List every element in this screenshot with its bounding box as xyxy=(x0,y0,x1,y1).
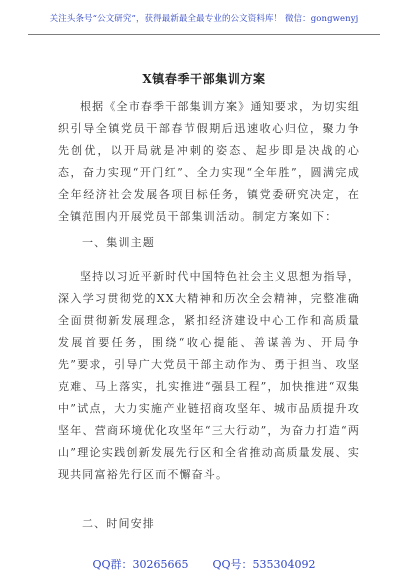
document-title: X镇春季干部集训方案 xyxy=(142,72,266,86)
header-divider xyxy=(28,34,380,35)
footer-qq-number: QQ号：535304092 xyxy=(212,558,316,571)
footer-contact xyxy=(0,556,408,572)
section-1-heading: 一、集训主题 xyxy=(82,236,155,249)
intro-paragraph: 根据《全市春季干部集训方案》通知要求，为切实组织引导全镇党员干部春节假期后迅速收心归位，聚力争先创优，以开局就是冲刺的姿态、起步即是决战的心态，奋力实现“开门红”、全力实现“全年胜”，圆满完成全年经济社会发展各项目标任务，镇党委研究决定，在全镇范围内开展党员干部集训活动。制定方案如下： xyxy=(58,100,360,223)
section-2-heading: 二、时间安排 xyxy=(82,517,155,530)
footer-qq-group: QQ群：30265665 xyxy=(92,558,189,571)
header-banner: 关注头条号“公文研究”，获得最新最全最专业的公文资料库！ 微信：gongwenyj xyxy=(49,14,359,24)
section-1-paragraph: 坚持以习近平新时代中国特色社会主义思想为指导，深入学习贯彻党的XX大精神和历次全会精神，完整准确全面贯彻新发展理念，紧扣经济建设中心工作和高质量发展首要任务，围绕“收心提能、善谋善为、开局争先”要求，引导广大党员干部主动作为、勇于担当、攻坚克难、马上落实，扎实推进“强县工程”，加快推进“双集中”试点，大力实施产业链招商攻坚年、城市品质提升攻坚年、营商环境优化攻坚年“三大行动”，为奋力打造“两山”理论实践创新发展先行区和全省推动高质量发展、实现共同富裕先行区而不懈奋斗。 xyxy=(58,270,360,481)
